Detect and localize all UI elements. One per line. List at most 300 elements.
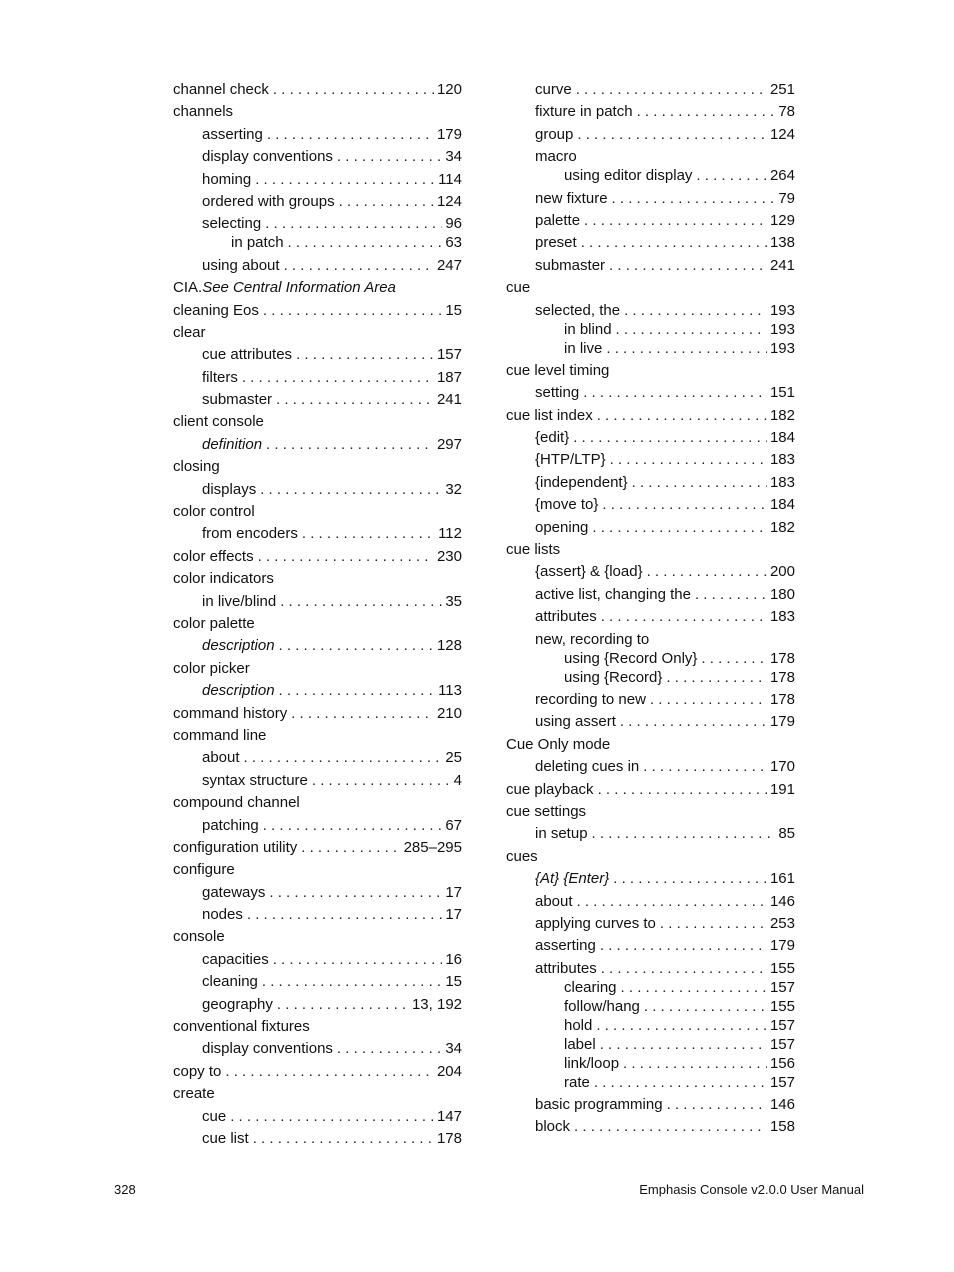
index-term: group: [535, 125, 574, 143]
index-page-ref[interactable]: 113: [438, 682, 462, 700]
index-entry: [506, 102, 795, 121]
dot-leader: [597, 406, 767, 425]
index-page-ref[interactable]: 241: [436, 391, 462, 409]
index-entry: [173, 457, 462, 476]
index-entry: [506, 1016, 795, 1035]
index-entry: [506, 450, 795, 469]
index-term: cue attributes: [202, 346, 293, 364]
index-page-ref[interactable]: 161: [769, 870, 795, 888]
index-term: cue: [202, 1107, 227, 1125]
index-column-left: [173, 80, 462, 1148]
dot-leader: [267, 125, 434, 144]
index-page-ref[interactable]: 230: [436, 547, 462, 565]
index-entry: [506, 824, 795, 843]
index-entry: [173, 233, 462, 252]
dot-leader: [637, 102, 776, 121]
dot-leader: [594, 1073, 767, 1092]
dot-leader: [279, 636, 434, 655]
index-term: using {Record Only}: [564, 649, 698, 667]
index-page-ref[interactable]: 147: [436, 1107, 462, 1125]
dot-leader: [225, 1062, 434, 1081]
index-entry: [173, 704, 462, 723]
index-entry: [173, 368, 462, 387]
dot-leader: [242, 368, 434, 387]
dot-leader: [230, 1107, 434, 1126]
index-entry: [506, 997, 795, 1016]
index-page-ref[interactable]: 155: [769, 959, 795, 977]
dot-leader: [288, 233, 443, 252]
index-term: gateways: [202, 883, 266, 901]
index-page-ref[interactable]: 156: [769, 1054, 795, 1072]
index-term: patching: [202, 816, 259, 834]
dot-leader: [667, 1095, 767, 1114]
index-page-ref[interactable]: 184: [769, 496, 795, 514]
index-term: geography: [202, 995, 273, 1013]
index-page-ref[interactable]: 180: [769, 585, 795, 603]
index-term: cleaning Eos: [173, 301, 259, 319]
index-entry: [506, 978, 795, 997]
index-page-ref[interactable]: 253: [769, 914, 795, 932]
index-page-ref[interactable]: 79: [778, 189, 795, 207]
index-entry: [506, 383, 795, 402]
index-entry: [173, 995, 462, 1014]
dot-leader: [620, 712, 767, 731]
index-page-ref[interactable]: 157: [436, 346, 462, 364]
index-entry: [173, 816, 462, 835]
index-entry: [173, 883, 462, 902]
index-entry: [173, 614, 462, 633]
dot-leader: [269, 883, 442, 902]
index-entry: [173, 323, 462, 342]
index-page-ref[interactable]: 178: [769, 668, 795, 686]
dot-leader: [337, 147, 442, 166]
index-page-ref[interactable]: 178: [436, 1129, 462, 1147]
index-entry: [173, 771, 462, 790]
dot-leader: [696, 166, 767, 185]
manual-title: Emphasis Console v2.0.0 User Manual: [639, 1182, 864, 1197]
index-entry: [173, 1129, 462, 1148]
index-term: command line: [173, 726, 267, 744]
dot-leader: [296, 345, 434, 364]
index-term: in patch: [231, 234, 284, 252]
index-entry: [173, 125, 462, 144]
index-entry: [173, 726, 462, 745]
index-page-ref[interactable]: 15: [445, 973, 462, 991]
index-term: closing: [173, 458, 220, 476]
index-term: using editor display: [564, 167, 693, 185]
index-term: color control: [173, 503, 255, 521]
index-term: about: [535, 892, 573, 910]
dot-leader: [644, 997, 767, 1016]
index-term: displays: [202, 480, 257, 498]
index-entry: [506, 892, 795, 911]
index-entry: [506, 233, 795, 252]
index-term: {At} {Enter}: [535, 870, 610, 888]
index-term: deleting cues in: [535, 758, 640, 776]
index-term: console: [173, 928, 225, 946]
index-term: selecting: [202, 215, 262, 233]
index-page-ref[interactable]: 25: [445, 749, 462, 767]
index-term: from encoders: [202, 525, 298, 543]
index-term: applying curves to: [535, 914, 656, 932]
dot-leader: [695, 585, 767, 604]
index-entry: [173, 838, 462, 857]
index-page-ref[interactable]: 35: [445, 592, 462, 610]
index-term: asserting: [202, 125, 263, 143]
index-term: description: [202, 637, 275, 655]
index-page-ref[interactable]: 157: [769, 978, 795, 996]
index-page-ref[interactable]: 210: [436, 704, 462, 722]
index-page-ref[interactable]: 182: [769, 406, 795, 424]
index-entry: [506, 1073, 795, 1092]
index-page-ref[interactable]: 78: [778, 103, 795, 121]
index-term: channels: [173, 103, 234, 121]
index-page-ref[interactable]: 170: [769, 758, 795, 776]
index-entry: [173, 502, 462, 521]
index-term: submaster: [535, 256, 606, 274]
dot-leader: [610, 450, 767, 469]
index-term: cleaning: [202, 973, 258, 991]
index-entry: [173, 860, 462, 879]
index-entry: [506, 802, 795, 821]
index-see-reference: See Central Information Area: [202, 279, 396, 297]
dot-leader: [606, 339, 767, 358]
index-term: clearing: [564, 978, 617, 996]
index-page-ref[interactable]: 63: [445, 234, 462, 252]
dot-leader: [616, 320, 767, 339]
index-page-ref[interactable]: 17: [445, 883, 462, 901]
dot-leader: [273, 80, 434, 99]
index-term: hold: [564, 1016, 593, 1034]
index-page-ref[interactable]: 138: [769, 234, 795, 252]
index-entry: [173, 1084, 462, 1103]
index-term: in live/blind: [202, 592, 277, 610]
index-entry: [506, 518, 795, 537]
index-page-ref[interactable]: 204: [436, 1062, 462, 1080]
index-page-ref[interactable]: 146: [769, 892, 795, 910]
index-column-right: [506, 80, 795, 1136]
index-term: new fixture: [535, 189, 608, 207]
index-term: submaster: [202, 391, 273, 409]
index-page-ref[interactable]: 297: [436, 435, 462, 453]
index-entry: [173, 214, 462, 233]
index-page-ref[interactable]: 193: [769, 301, 795, 319]
dot-leader: [592, 518, 767, 537]
index-entry: [506, 256, 795, 275]
index-page-ref[interactable]: 179: [436, 125, 462, 143]
index-page-ref[interactable]: 151: [769, 384, 795, 402]
index-entry: [173, 390, 462, 409]
dot-leader: [601, 607, 767, 626]
index-page-ref[interactable]: 183: [769, 608, 795, 626]
dot-leader: [573, 428, 767, 447]
index-page-ref[interactable]: 158: [769, 1118, 795, 1136]
index-entry: [506, 278, 795, 297]
index-page-ref[interactable]: 128: [436, 637, 462, 655]
index-term: about: [202, 749, 240, 767]
index-term: using assert: [535, 713, 616, 731]
dot-leader: [596, 1016, 767, 1035]
dot-leader: [609, 256, 767, 275]
index-entry: [173, 793, 462, 812]
dot-leader: [577, 125, 767, 144]
dot-leader: [262, 972, 442, 991]
index-page-ref[interactable]: 13, 192: [411, 995, 462, 1013]
dot-leader: [623, 1054, 767, 1073]
index-term: conventional fixtures: [173, 1018, 310, 1036]
index-term: label: [564, 1035, 596, 1053]
index-term: syntax structure: [202, 771, 308, 789]
index-entry: [506, 301, 795, 320]
index-entry: [506, 649, 795, 668]
index-entry: [506, 339, 795, 358]
index-entry: [506, 473, 795, 492]
dot-leader: [339, 192, 434, 211]
index-term: display conventions: [202, 148, 333, 166]
index-entry: [173, 524, 462, 543]
index-term: client console: [173, 413, 264, 431]
index-page-ref[interactable]: 241: [769, 256, 795, 274]
dot-leader: [265, 214, 442, 233]
dot-leader: [273, 950, 443, 969]
index-term: color palette: [173, 614, 255, 632]
index-page-ref[interactable]: 178: [769, 690, 795, 708]
index-page-ref[interactable]: 32: [445, 480, 462, 498]
index-entry: [173, 345, 462, 364]
index-page-ref[interactable]: 200: [769, 563, 795, 581]
index-entry: [506, 780, 795, 799]
index-term: using {Record}: [564, 668, 663, 686]
index-term: palette: [535, 211, 581, 229]
index-entry: [173, 412, 462, 431]
index-term: active list, changing the: [535, 585, 691, 603]
index-entry: [173, 659, 462, 678]
index-entry: [173, 278, 462, 297]
index-page-ref[interactable]: 179: [769, 937, 795, 955]
index-term: cue playback: [506, 780, 594, 798]
index-term: {assert} & {load}: [535, 563, 643, 581]
index-page-ref[interactable]: 182: [769, 518, 795, 536]
index-page-ref[interactable]: 178: [769, 649, 795, 667]
dot-leader: [247, 905, 442, 924]
index-entry: [173, 1017, 462, 1036]
index-term: {move to}: [535, 496, 599, 514]
index-page-ref[interactable]: 191: [769, 780, 795, 798]
index-term: in live: [564, 339, 603, 357]
index-entry: [173, 80, 462, 99]
index-entry: [173, 147, 462, 166]
index-page-ref[interactable]: 264: [769, 167, 795, 185]
dot-leader: [279, 681, 436, 700]
index-page-ref[interactable]: 157: [769, 1035, 795, 1053]
index-page-ref[interactable]: 15: [445, 301, 462, 319]
index-page-ref[interactable]: 17: [445, 906, 462, 924]
index-page-ref[interactable]: 183: [769, 473, 795, 491]
index-entry: [506, 80, 795, 99]
index-entry: [173, 301, 462, 320]
index-page-ref[interactable]: 155: [769, 997, 795, 1015]
index-entry: [506, 562, 795, 581]
index-page-ref[interactable]: 124: [769, 125, 795, 143]
index-term: {edit}: [535, 429, 570, 447]
index-term: fixture in patch: [535, 103, 633, 121]
index-term: description: [202, 682, 275, 700]
dot-leader: [291, 704, 434, 723]
index-entry: [506, 735, 795, 754]
index-term: asserting: [535, 937, 596, 955]
index-term: basic programming: [535, 1096, 663, 1114]
index-entry: [173, 636, 462, 655]
index-entry: [173, 170, 462, 189]
index-entry: [173, 547, 462, 566]
index-term: display conventions: [202, 1040, 333, 1058]
index-page-ref[interactable]: 193: [769, 339, 795, 357]
index-entry: [506, 869, 795, 888]
index-term: attributes: [535, 959, 597, 977]
index-term: link/loop: [564, 1054, 620, 1072]
index-entry: [173, 748, 462, 767]
dot-leader: [284, 256, 434, 275]
dot-leader: [263, 816, 443, 835]
index-page-ref[interactable]: 179: [769, 713, 795, 731]
index-term: {HTP/LTP}: [535, 451, 606, 469]
index-term: create: [173, 1085, 215, 1103]
dot-leader: [337, 1039, 442, 1058]
dot-leader: [602, 495, 767, 514]
index-entry: [506, 757, 795, 776]
index-entry: [506, 166, 795, 185]
dot-leader: [263, 301, 442, 320]
index-entry: [173, 192, 462, 211]
index-term: opening: [535, 518, 589, 536]
index-page-ref[interactable]: 124: [436, 192, 462, 210]
index-term: cue settings: [506, 802, 587, 820]
index-entry: [506, 1095, 795, 1114]
index-page-ref[interactable]: 34: [445, 1040, 462, 1058]
index-page-ref[interactable]: 112: [438, 525, 462, 543]
dot-leader: [643, 757, 767, 776]
index-page-ref[interactable]: 114: [438, 170, 462, 188]
index-term: compound channel: [173, 794, 300, 812]
index-entry: [506, 540, 795, 559]
index-page-ref[interactable]: 85: [778, 825, 795, 843]
index-term: in blind: [564, 320, 612, 338]
index-entry: [506, 847, 795, 866]
dot-leader: [600, 936, 767, 955]
index-entry: [173, 569, 462, 588]
index-entry: [173, 681, 462, 700]
index-term: new, recording to: [535, 630, 650, 648]
index-term: configure: [173, 861, 235, 879]
dot-leader: [581, 233, 767, 252]
dot-leader: [598, 780, 767, 799]
index-entry: [506, 585, 795, 604]
index-page-ref[interactable]: 157: [769, 1016, 795, 1034]
index-term: cue: [506, 279, 531, 297]
index-term: block: [535, 1118, 571, 1136]
index-page-ref[interactable]: 16: [445, 950, 462, 968]
index-page-ref[interactable]: 4: [453, 771, 462, 789]
dot-leader: [277, 995, 409, 1014]
index-entry: [506, 361, 795, 380]
index-term: cue level timing: [506, 361, 610, 379]
index-term: filters: [202, 368, 238, 386]
dot-leader: [583, 383, 767, 402]
index-term: Cue Only mode: [506, 735, 611, 753]
index-term: {independent}: [535, 473, 628, 491]
dot-leader: [253, 1129, 434, 1148]
page-footer: [114, 1182, 864, 1197]
dot-leader: [600, 1035, 767, 1054]
index-page-ref[interactable]: 146: [769, 1096, 795, 1114]
index-page-ref[interactable]: 285–295: [403, 838, 462, 856]
dot-leader: [650, 690, 767, 709]
index-page-ref[interactable]: 251: [769, 81, 795, 98]
index-page-ref[interactable]: 193: [769, 320, 795, 338]
index-entry: [506, 1117, 795, 1136]
dot-leader: [632, 473, 767, 492]
index-entry: [173, 905, 462, 924]
index-term: in setup: [535, 825, 588, 843]
index-entry: [173, 102, 462, 121]
index-entry: [173, 1062, 462, 1081]
index-page-ref[interactable]: 183: [769, 451, 795, 469]
index-term: cue list: [202, 1129, 249, 1147]
index-entry: [506, 189, 795, 208]
dot-leader: [592, 824, 776, 843]
index-page-ref[interactable]: 184: [769, 429, 795, 447]
index-entry: [506, 125, 795, 144]
index-term: preset: [535, 234, 577, 252]
index-entry: [506, 914, 795, 933]
index-page-ref[interactable]: 34: [445, 148, 462, 166]
dot-leader: [660, 914, 767, 933]
index-page-ref[interactable]: 96: [445, 215, 462, 233]
index-term: ordered with groups: [202, 192, 335, 210]
index-entry: [173, 592, 462, 611]
dot-leader: [576, 80, 767, 99]
index-page-ref[interactable]: 157: [769, 1073, 795, 1091]
index-term: definition: [202, 435, 263, 453]
index-term: configuration utility: [173, 838, 298, 856]
index-entry: [506, 211, 795, 230]
index-term: cue lists: [506, 541, 561, 559]
page-number: 328: [114, 1182, 136, 1197]
index-page-ref[interactable]: 67: [445, 816, 462, 834]
index-page-ref[interactable]: 129: [769, 211, 795, 229]
index-entry: [506, 1035, 795, 1054]
dot-leader: [647, 562, 767, 581]
index-term: cue list index: [506, 406, 593, 424]
index-entry: [173, 927, 462, 946]
index-entry: [506, 495, 795, 514]
dot-leader: [574, 1117, 767, 1136]
index-page-ref[interactable]: 120: [436, 81, 462, 98]
index-term: color picker: [173, 659, 250, 677]
index-term: CIA.: [173, 279, 203, 297]
index-page-ref[interactable]: 247: [436, 256, 462, 274]
index-term: color effects: [173, 547, 254, 565]
dot-leader: [258, 547, 434, 566]
index-entry: [173, 480, 462, 499]
index-term: homing: [202, 170, 252, 188]
dot-leader: [621, 978, 767, 997]
index-term: capacities: [202, 950, 269, 968]
dot-leader: [301, 838, 400, 857]
index-page-ref[interactable]: 187: [436, 368, 462, 386]
dot-leader: [701, 649, 767, 668]
index-term: nodes: [202, 906, 243, 924]
